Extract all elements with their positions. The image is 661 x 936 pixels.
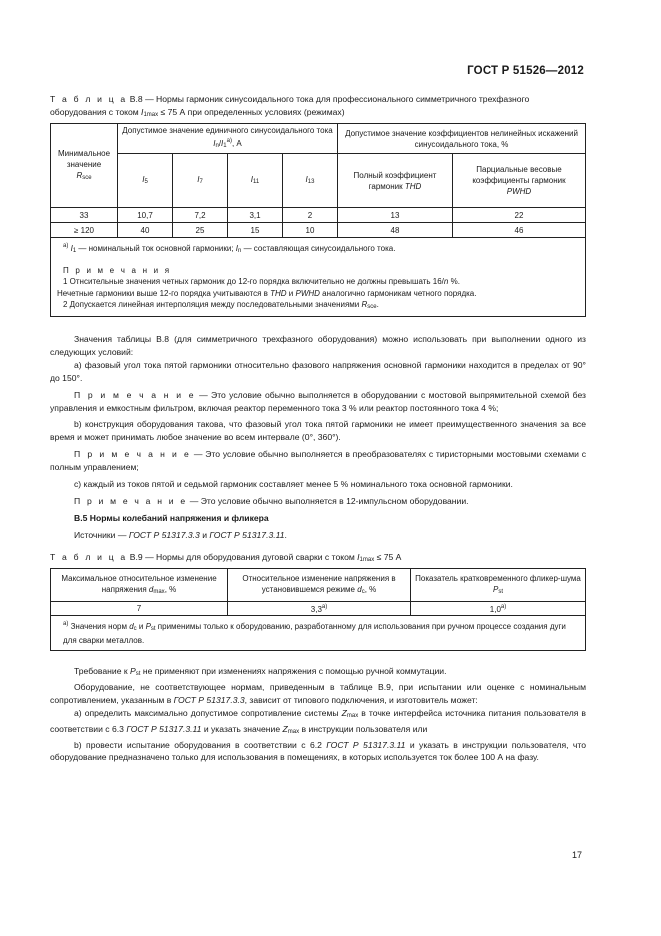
- col-min-header: Минимальное значение Rsce: [51, 124, 118, 208]
- section-heading: В.5 Нормы колебаний напряжения и фликера: [74, 512, 269, 523]
- table-b8: [50, 123, 586, 317]
- table-row: 33 10,7 7,2 3,1 2 13 22: [51, 208, 586, 223]
- h-pwhd: Парциальные весовые коэффициенты гармоник PWHD: [453, 154, 586, 208]
- b9-h1: Максимальное относительное изменение напряжения dmax, %: [51, 569, 228, 602]
- table-row: ≥ 120 40 25 15 10 48 46: [51, 223, 586, 238]
- table-row: 7 3,3$^{a)}$ 1,0$^{a)}$: [51, 602, 586, 616]
- group1-header: Допустимое значение единичного синусоидального тока In/I1$^{a)}$, А: [118, 124, 338, 154]
- body-section-1: Значения таблицы В.8 (для симметричного трехфазного оборудования) можно использовать при выполнении одного из следующих условий: а) фазовый угол тока пятой гармоники относительно фазового напряжения основной гармоники находится в пределах от 90° до 150°. П р и м е ч а н и е — Это условие обычно выполняется в оборудовании с мостовой выпрямительной схемой без управления и емкостным фильтром, включая реактор переменного тока 3 % или реактор постоянного тока 4 %; b) конструкция оборудования такова, что фазовый угол тока пятой гармоники не имеет преимущественного значения за все время и может принимать любое значение во всем интервале (0°, 360°). П р и м е ч а н и е — Это условие обычно выполняется в преобразователях с тиристорными мостовыми схемами с полным управлением; с) каждый из токов пятой и седьмой гармоник составляет менее 5 % номинального тока основной гармоники. П р и м е ч а н и е — Это условие обычно выполняется в 12-импульсном оборудовании. В.5 Нормы колебаний напряжения и фликера Источники — ГОСТ Р 51317.3.3 и ГОСТ Р 51317.3.11.: [50, 334, 586, 540]
- table-b9: [50, 568, 586, 651]
- h-i7: I7: [173, 154, 228, 208]
- group2-header: Допустимое значение коэффициентов нелинейных искажений синусоидального тока, %: [338, 124, 586, 154]
- document-header: ГОСТ Р 51526—2012: [467, 65, 584, 77]
- b9-h2: Относительное изменение напряжения в установившемся режиме dc, %: [228, 569, 411, 602]
- caption-text: В.8 — Нормы гармоник синусоидального тока для профессионального симметричного трехфазного: [127, 94, 530, 104]
- h-i5: I5: [118, 154, 173, 208]
- h-i11: I11: [228, 154, 283, 208]
- table-b8-caption: Т а б л и ц а В.8 — Нормы гармоник синусоидального тока для профессионального симметричного трехфазного оборудования с током I1max ≤ 75 А при определенных условиях (режимах): [50, 94, 530, 118]
- table-b8-notes: $^{a)}$ I1 — номинальный ток основной гармоники; In — составляющая синусоидального тока. П р и м е ч а н и я 1 Отнсительные значения четных гармоник до 12-го порядка включительно не должны превышать 16/n %. Нечетные гармоники выше 12-го порядка учитываются в THD и PWHD аналогично гармоникам четного порядка. 2 Допускается линейная интерполяция между последовательными значениями Rsce.: [51, 238, 586, 317]
- body-section-2: Требование к Pst не применяют при изменениях напряжения с помощью ручной коммутации. Оборудование, не соответствующее нормам, приведенным в таблице В.9, при испытании или оценке с номинальным сопротивлением, указанным в ГОСТ Р 51317.3.3, зависит от типового подключения, и изготовитель может: а) определить максимально допустимое сопротивление системы Zmax в точке интерфейса источника питания пользователя в соответствии с 6.3 ГОСТ Р 51317.3.11 и указать значение Zmax в инструкции пользователя или b) провести испытание оборудования в соответствии с 6.2 ГОСТ Р 51317.3.11 и указать в инструкции пользователя, что оборудование предназначено только для использования в помещениях, в которых используется ток более 100 А на фазу.: [50, 666, 586, 763]
- h-thd: Полный коэффициент гармоник THD: [338, 154, 453, 208]
- table-b9-footnote: $^{a)}$ Значения норм dc и Pst применимы только к оборудованию, разработанному для использования при ручном процессе создания дуги для сварки металлов.: [51, 616, 586, 651]
- table-label: Т а б л и ц а: [50, 94, 128, 104]
- table-b9-caption: Т а б л и ц а В.9 — Нормы для оборудования дуговой сварки с током I1max ≤ 75 А: [50, 552, 402, 563]
- b9-h3: Показатель кратковременного фликер-шума Pst: [411, 569, 586, 602]
- notes-label: П р и м е ч а н и я: [63, 266, 172, 276]
- page-number: 17: [571, 850, 582, 860]
- h-i13: I13: [283, 154, 338, 208]
